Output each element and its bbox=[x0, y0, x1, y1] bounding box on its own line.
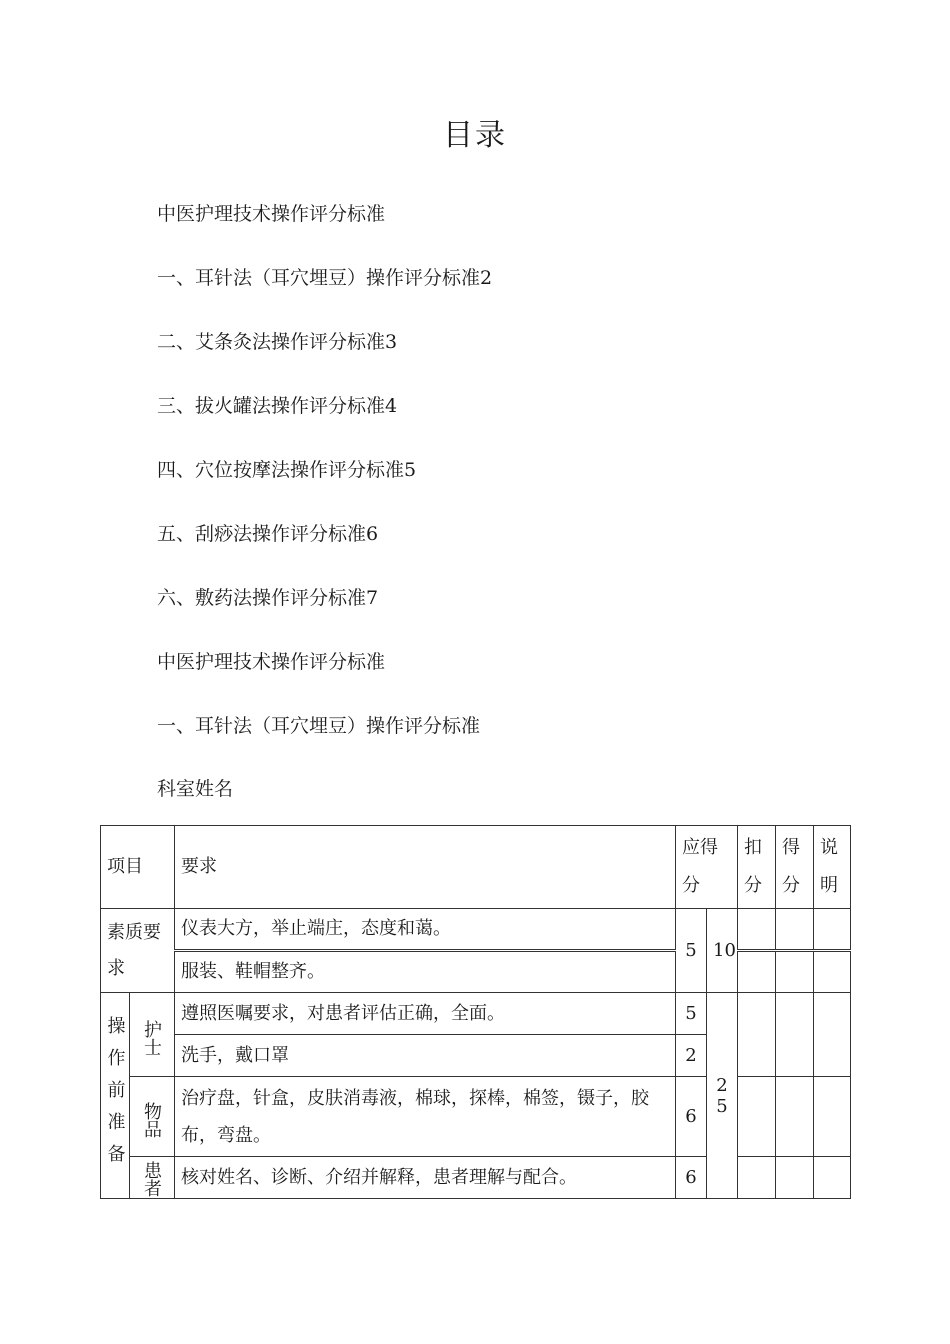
note-cell[interactable] bbox=[814, 909, 851, 951]
score-table bbox=[100, 825, 851, 1199]
header-got: 得分 bbox=[776, 826, 814, 909]
toc-item[interactable]: 中医护理技术操作评分标准 bbox=[157, 203, 386, 225]
sub-heading: 一、耳针法（耳穴埋豆）操作评分标准 bbox=[157, 715, 481, 737]
deduct-cell[interactable] bbox=[738, 993, 776, 1077]
header-item: 项目 bbox=[101, 826, 175, 909]
table-header-row bbox=[101, 826, 851, 909]
score-cell: 5 bbox=[676, 993, 707, 1035]
total-cell: 10 bbox=[707, 909, 738, 993]
toc-item[interactable]: 三、拔火罐法操作评分标准4 bbox=[157, 395, 398, 417]
patient-label: 患者 bbox=[130, 1157, 175, 1199]
supplies-label: 物品 bbox=[130, 1077, 175, 1157]
note-cell[interactable] bbox=[814, 1157, 851, 1199]
deduct-cell[interactable] bbox=[738, 1157, 776, 1199]
requirement-cell: 洗手，戴口罩 bbox=[175, 1035, 676, 1077]
table-row bbox=[101, 909, 851, 951]
note-cell[interactable] bbox=[814, 951, 851, 993]
got-cell[interactable] bbox=[776, 1077, 814, 1157]
score-cell: 6 bbox=[676, 1077, 707, 1157]
page-title: 目录 bbox=[443, 118, 507, 153]
score-cell: 5 bbox=[676, 909, 707, 993]
deduct-cell[interactable] bbox=[738, 1077, 776, 1157]
got-cell[interactable] bbox=[776, 993, 814, 1077]
toc-item[interactable]: 六、敷药法操作评分标准7 bbox=[157, 587, 379, 609]
requirement-cell: 治疗盘，针盒，皮肤消毒液，棉球，探棒，棉签，镊子，胶布，弯盘。 bbox=[175, 1077, 676, 1157]
toc-item[interactable]: 一、耳针法（耳穴埋豆）操作评分标准2 bbox=[157, 267, 493, 289]
got-cell[interactable] bbox=[776, 951, 814, 993]
requirement-cell: 仪表大方，举止端庄，态度和蔼。 bbox=[175, 909, 676, 951]
requirement-cell: 遵照医嘱要求，对患者评估正确，全面。 bbox=[175, 993, 676, 1035]
note-cell[interactable] bbox=[814, 1077, 851, 1157]
total-cell: 25 bbox=[707, 993, 738, 1199]
table-row bbox=[101, 1077, 851, 1157]
nurse-label: 护士 bbox=[130, 993, 175, 1077]
toc-item[interactable]: 四、穴位按摩法操作评分标准5 bbox=[157, 459, 417, 481]
header-deduct: 扣分 bbox=[738, 826, 776, 909]
deduct-cell[interactable] bbox=[738, 909, 776, 951]
toc-item[interactable]: 二、艾条灸法操作评分标准3 bbox=[157, 331, 398, 353]
score-cell: 2 bbox=[676, 1035, 707, 1077]
toc-item[interactable]: 五、刮痧法操作评分标准6 bbox=[157, 523, 379, 545]
score-cell: 6 bbox=[676, 1157, 707, 1199]
quality-label: 素质要求 bbox=[101, 909, 175, 993]
table-row bbox=[101, 951, 851, 993]
header-note: 说明 bbox=[814, 826, 851, 909]
got-cell[interactable] bbox=[776, 1157, 814, 1199]
requirement-cell: 服装、鞋帽整齐。 bbox=[175, 951, 676, 993]
deduct-cell[interactable] bbox=[738, 951, 776, 993]
got-cell[interactable] bbox=[776, 909, 814, 951]
table-row bbox=[101, 1157, 851, 1199]
header-should-score: 应得分 bbox=[676, 826, 738, 909]
requirement-cell: 核对姓名、诊断、介绍并解释，患者理解与配合。 bbox=[175, 1157, 676, 1199]
prep-label: 操作前准备 bbox=[101, 993, 130, 1199]
table-row bbox=[101, 993, 851, 1035]
header-requirement: 要求 bbox=[175, 826, 676, 909]
dept-label: 科室姓名 bbox=[157, 778, 234, 800]
section-heading: 中医护理技术操作评分标准 bbox=[157, 651, 386, 673]
note-cell[interactable] bbox=[814, 993, 851, 1077]
